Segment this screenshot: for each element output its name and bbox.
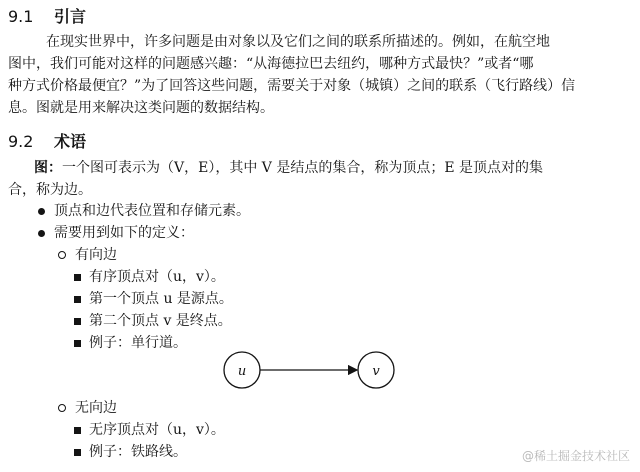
sub-bullet-directed <box>58 245 117 265</box>
undirected-item <box>74 442 187 462</box>
definition-text: 一个图可表示为（V，E），其中 V 是结点的集合，称为顶点；E 是顶点对的集 <box>62 160 544 176</box>
square-bullet-icon <box>74 318 81 325</box>
directed-edge-figure <box>222 348 422 392</box>
sub-bullet-undirected <box>58 398 117 418</box>
section-number: 9.2 <box>8 132 34 151</box>
node-u-label: u <box>237 364 247 379</box>
directed-item-text: 第一个顶点 u 是源点。 <box>89 291 233 307</box>
section-heading-intro <box>8 4 86 27</box>
directed-item <box>74 333 187 353</box>
bullet-text: 顶点和边代表位置和存储元素。 <box>54 203 250 219</box>
bullet-dot-icon <box>38 208 45 215</box>
square-bullet-icon <box>74 296 81 303</box>
section-title: 引言 <box>54 7 87 26</box>
section-heading-terminology <box>8 129 86 152</box>
intro-line-4: 息。图就是用来解决这类问题的数据结构。 <box>8 100 274 116</box>
bullet-item <box>38 223 194 243</box>
directed-item <box>74 267 225 287</box>
directed-item <box>74 289 233 309</box>
undirected-item <box>74 420 225 440</box>
bullet-item <box>38 201 250 221</box>
square-bullet-icon <box>74 340 81 347</box>
intro-line-3: 种方式价格最便宜？”为了回答这些问题，需要关于对象（城镇）之间的联系（飞行路线）信 <box>8 78 576 94</box>
intro-line-1: 在现实世界中，许多问题是由对象以及它们之间的联系所描述的。例如，在航空地 <box>46 34 550 50</box>
hollow-circle-icon <box>58 251 66 259</box>
directed-item-text: 例子：单行道。 <box>89 335 187 351</box>
hollow-circle-icon <box>58 404 66 412</box>
section-title: 术语 <box>54 132 87 151</box>
section-number: 9.1 <box>8 7 34 26</box>
square-bullet-icon <box>74 449 81 456</box>
definition-line-2: 合，称为边。 <box>8 182 92 198</box>
undirected-item-text: 无序顶点对（u，v）。 <box>89 422 225 438</box>
sub-bullet-label: 有向边 <box>75 247 117 263</box>
sub-bullet-label: 无向边 <box>75 400 117 416</box>
bullet-text: 需要用到如下的定义： <box>54 225 194 241</box>
directed-item-text: 有序顶点对（u，v）。 <box>89 269 225 285</box>
square-bullet-icon <box>74 427 81 434</box>
directed-item-text: 第二个顶点 v 是终点。 <box>89 313 232 329</box>
bullet-dot-icon <box>38 230 45 237</box>
definition-term: 图： <box>34 160 62 176</box>
definition-line-1 <box>34 157 543 179</box>
watermark: @稀土掘金技术社区 <box>521 449 630 463</box>
undirected-item-text: 例子：铁路线。 <box>89 444 187 460</box>
directed-item <box>74 311 232 331</box>
intro-line-2: 图中，我们可能对这样的问题感兴趣：“从海德拉巴去纽约，哪种方式最快？”或者“哪 <box>8 56 534 72</box>
square-bullet-icon <box>74 274 81 281</box>
node-v-label: v <box>372 364 380 379</box>
